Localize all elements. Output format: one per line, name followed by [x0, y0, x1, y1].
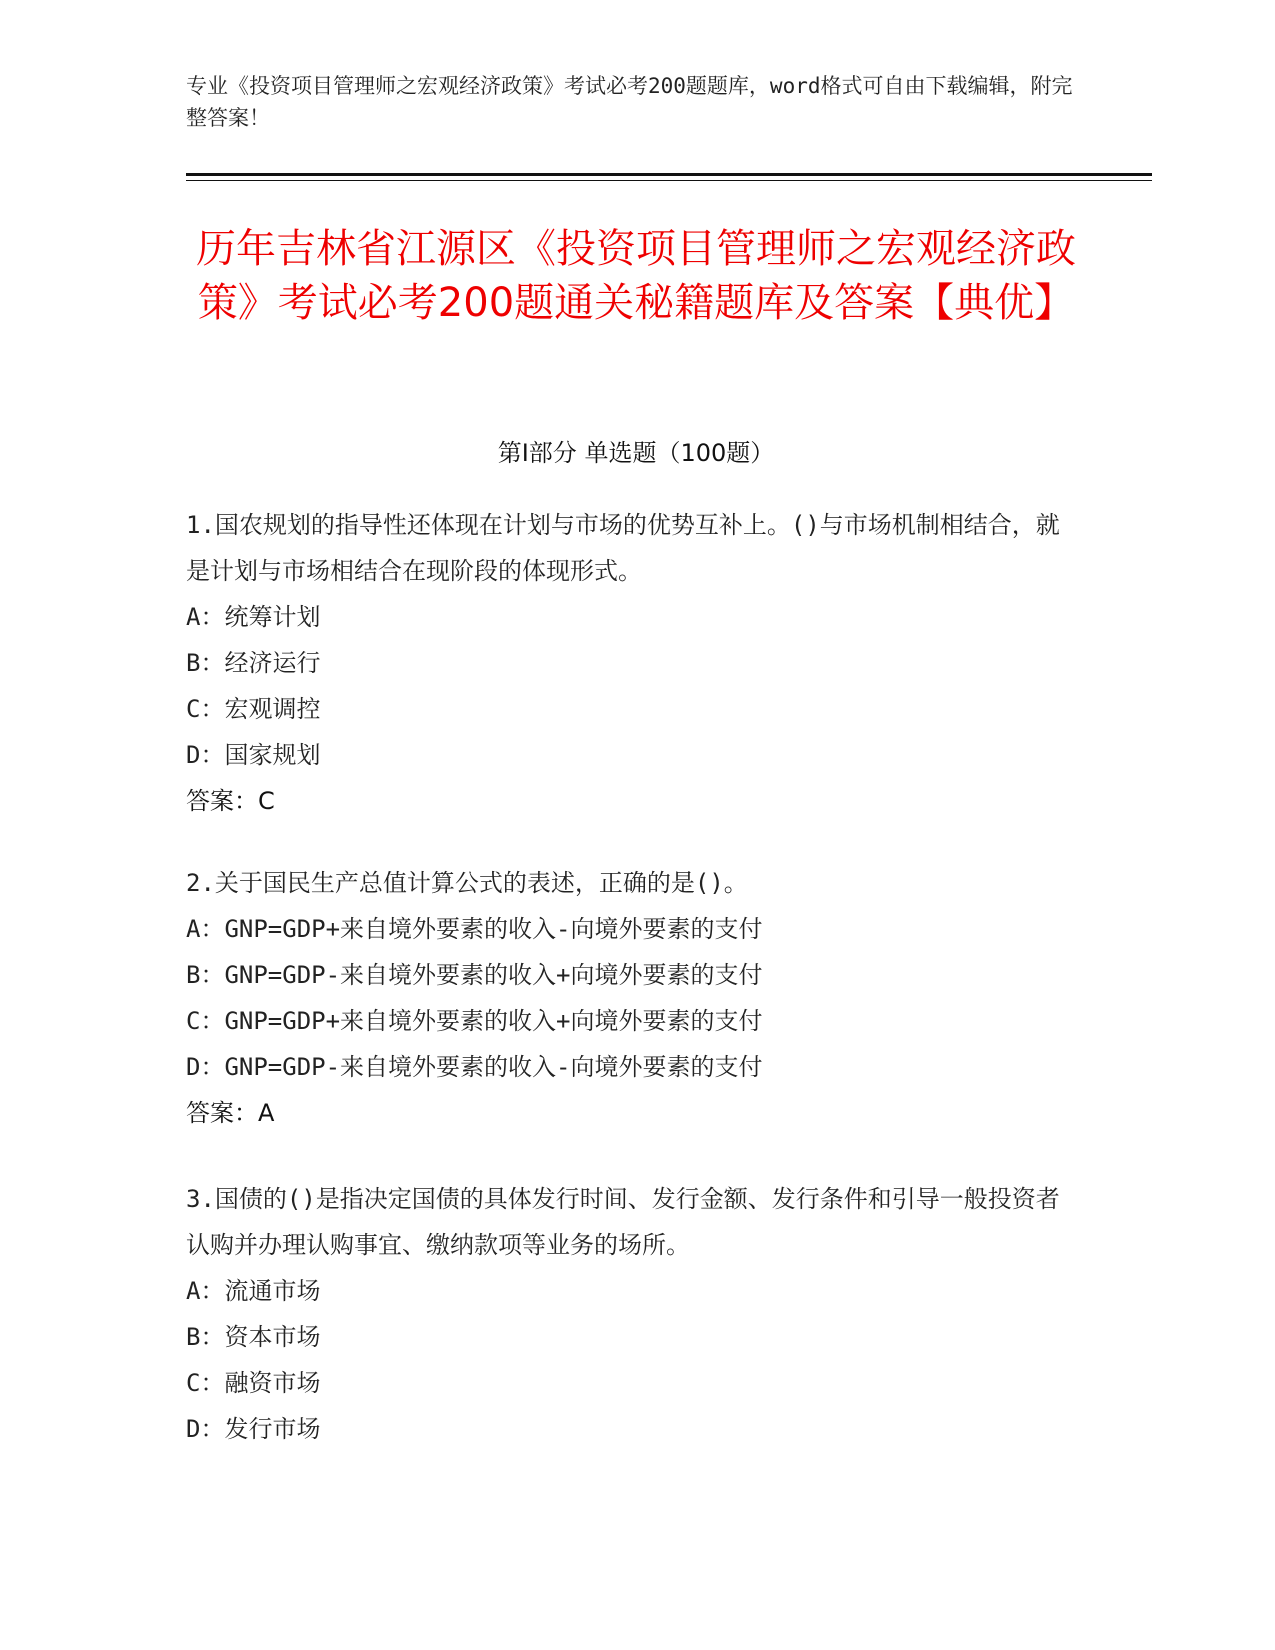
option-d: D：发行市场 — [186, 1415, 321, 1443]
option-a: A：GNP=GDP+来自境外要素的收入-向境外要素的支付 — [186, 915, 763, 943]
option-d: D：GNP=GDP-来自境外要素的收入-向境外要素的支付 — [186, 1053, 763, 1081]
option-a: A：统筹计划 — [186, 603, 321, 631]
option-b: B：GNP=GDP-来自境外要素的收入+向境外要素的支付 — [186, 961, 763, 989]
header-rule-thick — [186, 173, 1152, 176]
answer: 答案：A — [186, 1099, 275, 1127]
answer: 答案：C — [186, 787, 275, 815]
header-rule-thin — [186, 180, 1152, 181]
question-2 — [186, 860, 1066, 1136]
header-note: 专业《投资项目管理师之宏观经济政策》考试必考200题题库，word格式可自由下载编辑，附完整答案！ — [186, 74, 1073, 130]
question-stem: 1.国农规划的指导性还体现在计划与市场的优势互补上。()与市场机制相结合，就是计划与市场相结合在现阶段的体现形式。 — [186, 511, 1060, 585]
option-a: A：流通市场 — [186, 1277, 321, 1305]
option-b: B：资本市场 — [186, 1323, 321, 1351]
section-heading: 第Ⅰ部分 单选题（100题） — [497, 439, 775, 467]
option-c: C：宏观调控 — [186, 695, 321, 723]
question-3 — [186, 1176, 1066, 1452]
question-1 — [186, 502, 1066, 824]
question-stem: 2.关于国民生产总值计算公式的表述，正确的是()。 — [186, 869, 748, 897]
document-title: 历年吉林省江源区《投资项目管理师之宏观经济政策》考试必考200题通关秘籍题库及答案【典优】 — [196, 226, 1076, 326]
question-stem: 3.国债的()是指决定国债的具体发行时间、发行金额、发行条件和引导一般投资者认购并办理认购事宜、缴纳款项等业务的场所。 — [186, 1185, 1060, 1259]
option-b: B：经济运行 — [186, 649, 321, 677]
option-c: C：融资市场 — [186, 1369, 321, 1397]
option-c: C：GNP=GDP+来自境外要素的收入+向境外要素的支付 — [186, 1007, 763, 1035]
option-d: D：国家规划 — [186, 741, 321, 769]
